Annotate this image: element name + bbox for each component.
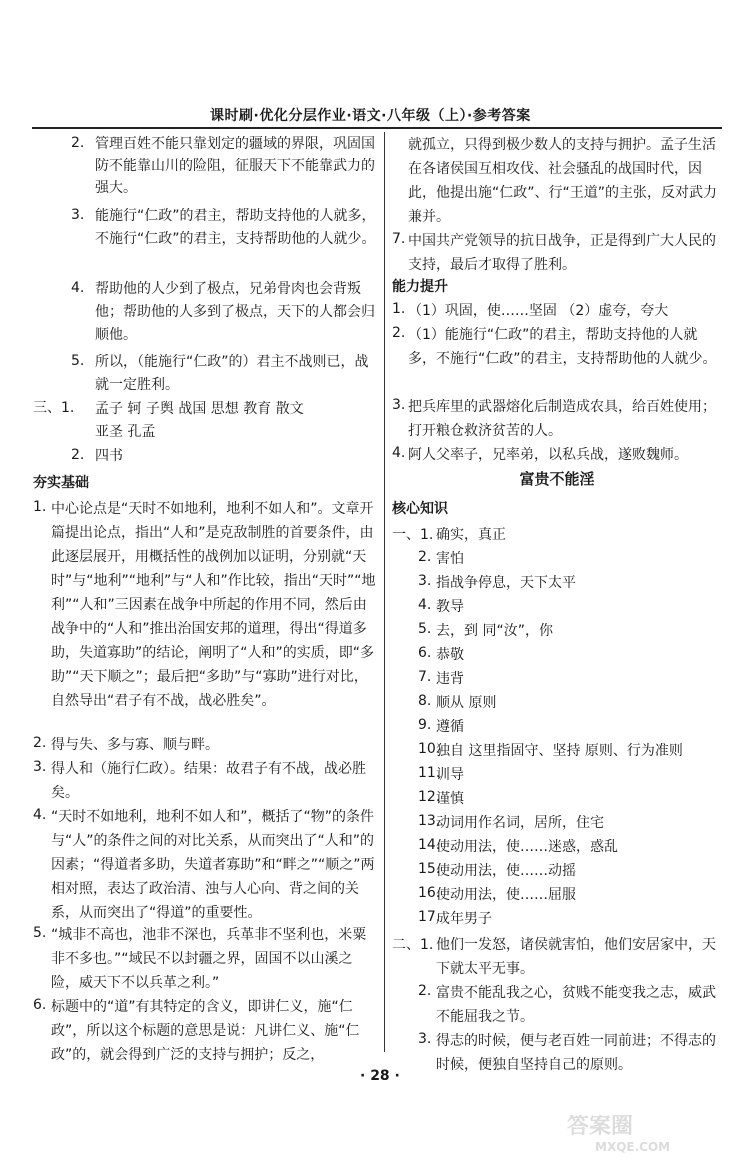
- item-text: 确实，真正: [436, 527, 506, 543]
- item-text: 训导: [436, 767, 464, 783]
- item-text: 恭敬: [436, 647, 464, 663]
- item-text: 能施行“仁政”的君主，帮助支持他的人就多，不施行“仁政”的君主，支持帮助他的人就少。: [95, 208, 376, 247]
- item-number: 17.: [418, 909, 441, 925]
- section-heading: 夯实基础: [33, 475, 89, 491]
- answer-item: [392, 715, 722, 739]
- item-text: 把兵库里的武器熔化后制造成农具，给百姓使用；打开粮仓救济贫苦的人。: [408, 399, 716, 439]
- answer-item: [392, 571, 722, 595]
- item-number: 3.: [71, 207, 85, 223]
- item-number: 5.: [71, 353, 85, 369]
- answer-item: [33, 445, 378, 468]
- answer-item: [392, 595, 722, 619]
- item-number: 12.: [418, 789, 441, 805]
- item-number: 13.: [418, 813, 441, 829]
- item-text: 他们一发怒，诸侯就害怕，他们安居家中，天下就太平无事。: [436, 937, 716, 977]
- answer-item: [392, 229, 722, 277]
- item-number: 4.: [33, 807, 47, 823]
- answer-item: [392, 691, 722, 715]
- section-heading: 核心知识: [392, 501, 448, 517]
- item-text: 害怕: [436, 551, 464, 567]
- item-number: 7.: [392, 231, 406, 247]
- article-title: 富贵不能淫: [519, 470, 595, 488]
- answer-item: [33, 278, 378, 347]
- item-text: 使动用法，使……迷惑，惑乱: [436, 839, 618, 855]
- item-number: 3.: [418, 1031, 432, 1047]
- item-number: 2.: [418, 549, 432, 565]
- answer-item: [392, 619, 722, 643]
- item-text: 就孤立，只得到极少数人的支持与拥护。孟子生活在各诸侯国互相攻伐、社会骚乱的战国时代，因此，他提出施“仁政”、行“王道”的主张，反对武力兼并。: [408, 137, 718, 225]
- item-text: 得人和（施行仁政）。结果：故君子有不战，战必胜矣。: [51, 761, 366, 801]
- item-number: 1.: [33, 499, 47, 515]
- answer-item: [33, 133, 378, 199]
- watermark-text: 答案圈: [567, 1115, 634, 1139]
- page-header: 课时刷·优化分层作业·语文·八年级（上）·参考答案: [210, 108, 531, 124]
- item-text: 帮助他的人少到了极点，兄弟骨肉也会背叛他；帮助他的人多到了极点，天下的人都会归顺他。: [95, 281, 375, 343]
- item-number: 5.: [418, 621, 432, 637]
- right-column: [392, 133, 722, 1073]
- item-text: 得与失、多与寡、顺与畔。: [51, 737, 219, 753]
- item-text: 富贵不能乱我之心，贫贱不能变我之志，威武不能屈我之节。: [436, 985, 716, 1025]
- item-text: 指战争停息，天下太平: [436, 575, 576, 591]
- item-text: 中国共产党领导的抗日战争，正是得到广大人民的支持，最后才取得了胜利。: [408, 233, 716, 273]
- page-number: · 28 ·: [360, 1068, 400, 1084]
- item-number: 3.: [418, 573, 432, 589]
- answer-item: [392, 835, 722, 859]
- item-number: 2.: [71, 135, 85, 151]
- answer-item: [33, 421, 378, 444]
- item-text: （1）能施行“仁政”的君主，帮助支持他的人就多，不施行“仁政”的君主，支持帮助他的人就少。: [408, 327, 717, 367]
- answer-item: [33, 205, 378, 251]
- answer-item: [33, 497, 378, 713]
- item-text: （1）巩固，使……坚固 （2）虚夸，夸大: [408, 303, 669, 319]
- item-text: 四书: [95, 448, 123, 464]
- item-text: “城非不高也，池非不深也，兵革非不坚利也，米粟非不多也。”“域民不以封疆之界，固国不以山溪之险，威天下不以兵革之利。”: [51, 927, 367, 991]
- answer-item: [33, 805, 378, 925]
- item-text: 动词用作名词，居所，住宅: [436, 815, 604, 831]
- item-number: 2.: [392, 325, 406, 341]
- item-number: 7.: [418, 669, 432, 685]
- answer-item: [392, 981, 722, 1029]
- item-number: 14.: [418, 837, 441, 853]
- answer-item: [392, 323, 722, 371]
- answer-item: [392, 299, 722, 323]
- answer-item: [33, 757, 378, 805]
- item-text: 所以，（能施行“仁政”的）君主不战则已，战就一定胜利。: [95, 354, 369, 393]
- item-number: 3.: [392, 397, 406, 413]
- item-text: 中心论点是“天时不如地利，地利不如人和”。文章开篇提出论点，指出“人和”是克敌制胜的首要条件，由此逐层展开，用概括性的战例加以证明，分别就“天时”与“地利”“地利”与“人和”作比较，指出“天时”“地利”“人和”三因素在战争中所起的作用不同，然后由战争中的“人和”推出治国安邦的道理，得出“得道多助，失道寡助”的结论，阐明了“人和”的实质，即“多助”“天下顺之”；最后把“多助”与“寡助”进行对比，自然导出“君子有不战，战必胜矣”。: [51, 501, 376, 709]
- item-text: 阿人父率子，兄率弟，以私兵战，遂败魏师。: [408, 447, 688, 463]
- item-text: “天时不如地利，地利不如人和”，概括了“物”的条件与“人”的条件之间的对比关系，从而突出了“人和”的因素；“得道者多助，失道者寡助”和“畔之”“顺之”两相对照，表达了政治清、浊与人心向、背之间的关系，从而突出了“得道”的重要性。: [51, 809, 375, 921]
- item-number: 4.: [71, 280, 85, 296]
- item-text: 亚圣 孔孟: [95, 424, 156, 440]
- answer-item: [392, 133, 722, 229]
- answer-item: [392, 1029, 722, 1077]
- section-heading: 能力提升: [392, 279, 448, 295]
- answer-item: [33, 351, 378, 397]
- left-column: [33, 133, 378, 1063]
- answer-item: [392, 667, 722, 691]
- item-number: 1.: [392, 301, 406, 317]
- group-label: 二、1.: [392, 937, 434, 953]
- item-text: 使动用法，使……屈服: [436, 887, 576, 903]
- answer-item: [392, 907, 722, 931]
- answer-item: [392, 395, 722, 443]
- item-number: 3.: [33, 759, 47, 775]
- answer-item: [33, 398, 378, 421]
- watermark-logo: [565, 1115, 735, 1155]
- item-number: 5.: [33, 925, 47, 941]
- item-number: 10.: [418, 741, 441, 757]
- item-text: 去，到 同“汝”，你: [436, 623, 553, 639]
- item-text: 遵循: [436, 719, 464, 735]
- item-number: 9.: [418, 717, 432, 733]
- answer-item: [33, 923, 378, 995]
- answer-item: [392, 547, 722, 571]
- column-divider: [384, 132, 385, 1052]
- item-number: 11.: [418, 765, 441, 781]
- item-text: 顺从 原则: [436, 695, 497, 711]
- item-number: 三、1.: [33, 400, 75, 416]
- answer-item: [392, 933, 722, 981]
- answer-item: [392, 859, 722, 883]
- answer-item: [392, 443, 722, 467]
- answer-item: [392, 763, 722, 787]
- item-number: 2.: [33, 735, 47, 751]
- item-text: 独自 这里指固守、坚持 原则、行为准则: [436, 743, 683, 759]
- header-rule: [32, 127, 722, 129]
- item-text: 管理百姓不能只靠划定的疆域的界限，巩固国防不能靠山川的险阻，征服天下不能靠武力的强大。: [95, 136, 375, 196]
- item-text: 标题中的“道”有其特定的含义，即讲仁义，施“仁政”，所以这个标题的意思是说：凡讲仁义、施“仁政”的，就会得到广泛的支持与拥护；反之，: [51, 999, 360, 1063]
- answer-item: [33, 995, 378, 1067]
- item-text: 谨慎: [436, 791, 464, 807]
- answer-item: [392, 811, 722, 835]
- item-number: 4.: [392, 445, 406, 461]
- item-number: 6.: [418, 645, 432, 661]
- item-number: 8.: [418, 693, 432, 709]
- answer-item: [392, 787, 722, 811]
- item-number: 15.: [418, 861, 441, 877]
- answer-item: [392, 739, 722, 763]
- item-text: 使动用法，使……动摇: [436, 863, 576, 879]
- item-number: 4.: [418, 597, 432, 613]
- item-text: 教导: [436, 599, 464, 615]
- item-text: 得志的时候，便与老百姓一同前进；不得志的时候，便独自坚持自己的原则。: [436, 1033, 716, 1073]
- watermark-url: MXQE.COM: [595, 1140, 671, 1154]
- answer-item: [392, 643, 722, 667]
- item-text: 违背: [436, 671, 464, 687]
- item-number: 16.: [418, 885, 441, 901]
- item-number: 2.: [418, 983, 432, 999]
- answer-item: [33, 733, 378, 757]
- group-label: 一、1.: [392, 527, 434, 543]
- item-number: 2.: [71, 447, 85, 463]
- item-text: 孟子 轲 子舆 战国 思想 教育 散文: [95, 401, 304, 417]
- item-number: 6.: [33, 997, 47, 1013]
- answer-item: [392, 523, 722, 547]
- answer-item: [392, 883, 722, 907]
- item-text: 成年男子: [436, 911, 492, 927]
